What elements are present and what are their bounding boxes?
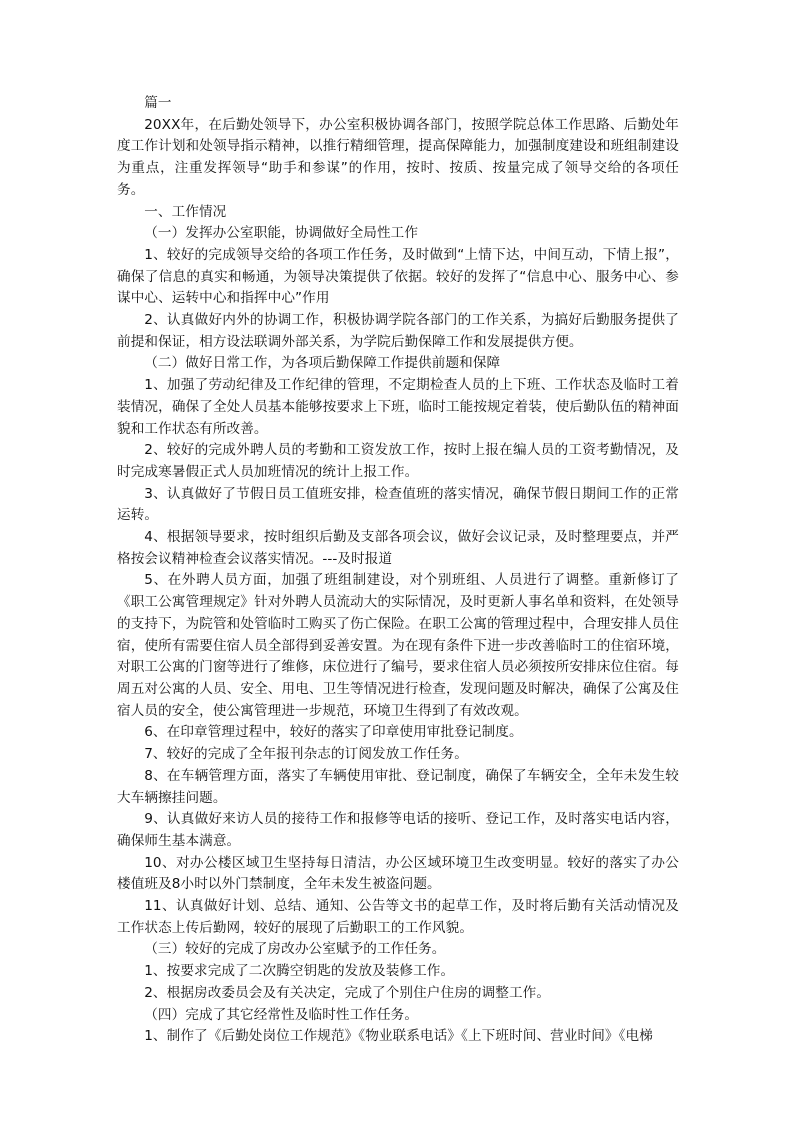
intro-paragraph: 20XX年，在后勤处领导下，办公室积极协调各部门，按照学院总体工作思路、后勤处年度工作计划和处领导指示精神，以推行精细管理，提高保障能力，加强制度建设和班组制建设为重点，注重发挥领导“助手和参谋”的作用，按时、按质、按量完成了领导交给的各项任务。 bbox=[117, 116, 679, 198]
paragraph-1-2: 2、认真做好内外的协调工作，积极协调学院各部门的工作关系，为搞好后勤服务提供了前提和保证，相方设法联调外部关系，为学院后勤保障工作和发展提供方便。 bbox=[117, 312, 679, 350]
paragraph-2-4: 4、根据领导要求，按时组织后勤及支部各项会议，做好会议记录，及时整理要点，并严格按会议精神检查会议落实情况。---及时报道 bbox=[117, 529, 679, 567]
paragraph-4-1: 1、制作了《后勤处岗位工作规范》《物业联系电话》《上下班时间、营业时间》《电梯 bbox=[144, 1028, 653, 1045]
document-page bbox=[117, 93, 679, 1048]
subsection-heading-3: （三）较好的完成了房改办公室赋予的工作任务。 bbox=[144, 941, 446, 958]
paragraph-2-8: 8、在车辆管理方面，落实了车辆使用审批、登记制度，确保了车辆安全，全年未发生较大车辆擦挂问题。 bbox=[117, 767, 679, 806]
section-heading-1: 一、工作情况 bbox=[144, 203, 227, 220]
paragraph-2-2: 2、较好的完成外聘人员的考勤和工资发放工作，按时上报在编人员的工资考勤情况，及时完成寒暑假正式人员加班情况的统计上报工作。 bbox=[117, 442, 679, 480]
subsection-heading-2: （二）做好日常工作，为各项后勤保障工作提供前题和保障 bbox=[144, 355, 501, 372]
paragraph-2-6: 6、在印章管理过程中，较好的落实了印章使用审批登记制度。 bbox=[144, 724, 523, 741]
paragraph-2-1: 1、加强了劳动纪律及工作纪律的管理，不定期检查人员的上下班、工作状态及临时工着装情况，确保了全处人员基本能够按要求上下班，临时工能按规定着装，使后勤队伍的精神面貌和工作状态有所改善。 bbox=[117, 377, 679, 437]
document-title: 篇一 bbox=[144, 95, 172, 111]
subsection-heading-4: （四）完成了其它经常性及临时性工作任务。 bbox=[144, 1006, 419, 1023]
paragraph-1-1: 1、较好的完成领导交给的各项工作任务，及时做到“上情下达，中间互动，下情上报”，确保了信息的真实和畅通，为领导决策提供了依据。较好的发挥了“信息中心、服务中心、参谋中心、运转中心和指挥中心”作用 bbox=[117, 246, 679, 307]
paragraph-3-2: 2、根据房改委员会及有关决定，完成了个别住户住房的调整工作。 bbox=[144, 984, 551, 1001]
paragraph-2-10: 10、对办公楼区域卫生坚持每日清洁，办公区域环境卫生改变明显。较好的落实了办公楼值班及8小时以外门禁制度，全年未发生被盗问题。 bbox=[117, 854, 679, 893]
paragraph-2-5: 5、在外聘人员方面，加强了班组制建设，对个别班组、人员进行了调整。重新修订了《职工公寓管理规定》针对外聘人员流动大的实际情况，及时更新人事名单和资料，在处领导的支持下，为院管和处管临时工购买了伤亡保险。在职工公寓的管理过程中，合理安排人员住宿，使所有需要住宿人员全部得到妥善安置。为在现有条件下进一步改善临时工的住宿环境，对职工公寓的门窗等进行了维修，床位进行了编号，要求住宿人员必须按所安排床位住宿。每周五对公寓的人员、安全、用电、卫生等情况进行检查，发现问题及时解决，确保了公寓及住宿人员的安全，使公寓管理进一步规范，环境卫生得到了有效改观。 bbox=[117, 572, 679, 719]
paragraph-2-7: 7、较好的完成了全年报刊杂志的订阅发放工作任务。 bbox=[144, 746, 468, 763]
subsection-heading-1: （一）发挥办公室职能，协调做好全局性工作 bbox=[144, 225, 419, 242]
paragraph-2-9: 9、认真做好来访人员的接待工作和报修等电话的接听、登记工作，及时落实电话内容，确保师生基本满意。 bbox=[117, 811, 679, 849]
paragraph-2-11: 11、认真做好计划、总结、通知、公告等文书的起草工作，及时将后勤有关活动情况及工作状态上传后勤网，较好的展现了后勤职工的工作风貌。 bbox=[117, 898, 679, 936]
paragraph-2-3: 3、认真做好了节假日员工值班安排，检查值班的落实情况，确保节假日期间工作的正常运转。 bbox=[117, 485, 679, 524]
paragraph-3-1: 1、按要求完成了二次腾空钥匙的发放及装修工作。 bbox=[144, 963, 455, 980]
